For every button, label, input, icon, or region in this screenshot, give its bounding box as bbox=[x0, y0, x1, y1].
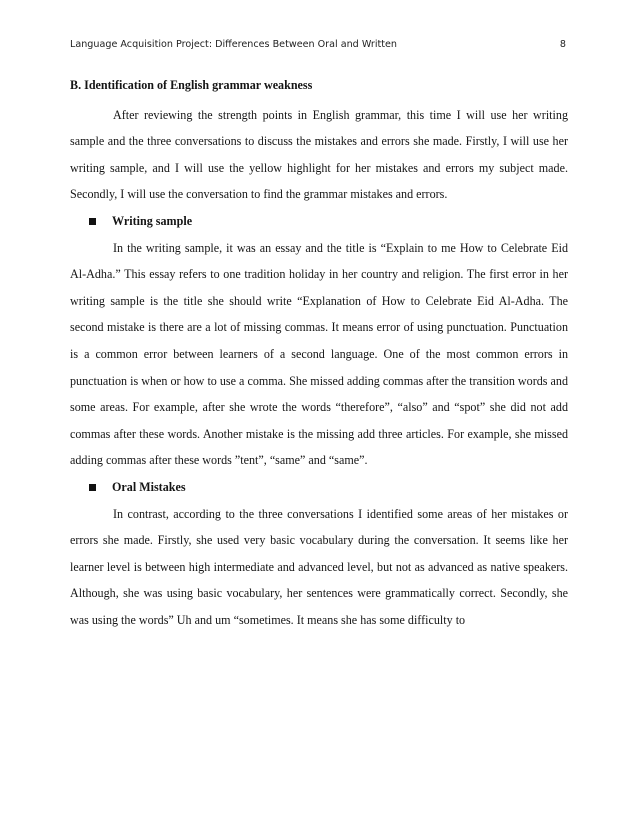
writing-sample-heading-text: Writing sample bbox=[112, 213, 193, 228]
writing-sample-paragraph: In the writing sample, it was an essay and the title is “Explain to me How to Celebrate Eid Al-Adha.” This essay refers to one tradition holiday in her country and religion. The first error in her writing sample is the title she should write “Explanation of How to Celebrate Eid Al-Adha. The second mistake is there are a lot of missing commas. It means error of using punctuation. Punctuation is a common error between learners of a second language. One of the most common errors in punctuation is when or how to use a comma. She missed adding commas after the transition words and some areas. For example, after she wrote the words “therefore”, “also” and “spot” she did not add commas after these words. Another mistake is the missing add three articles. For example, she missed adding commas after these words ”tent”, “same” and “same”. bbox=[70, 240, 568, 468]
oral-mistakes-paragraph: In contrast, according to the three conversations I identified some areas of her mistakes or errors she made. Firstly, she used very basic vocabulary during the conversation. It seems like her learner level is between high intermediate and advanced level, but not as advanced as native speakers. Although, she was using basic vocabulary, her sentences were grammatically correct. Secondly, she was using the words” Uh and um “sometimes. It means she has some difficulty to bbox=[70, 506, 568, 627]
document-body bbox=[70, 72, 568, 633]
intro-paragraph: After reviewing the strength points in English grammar, this time I will use her writing sample and the three conversations to discuss the mistakes and errors she made. Firstly, I will use her writing sample, and I will use the yellow highlight for her mistakes and errors my subject made. Secondly, I will use the conversation to find the grammar mistakes and errors. bbox=[70, 107, 568, 202]
oral-mistakes-heading-text: Oral Mistakes bbox=[112, 479, 186, 494]
writing-sample-heading bbox=[70, 208, 568, 235]
section-heading: B. Identification of English grammar weakness bbox=[70, 78, 313, 92]
bullet-icon bbox=[89, 484, 96, 491]
bullet-icon bbox=[89, 218, 96, 225]
running-title: Language Acquisition Project: Differences Between Oral and Written bbox=[70, 39, 397, 50]
page-number: 8 bbox=[559, 39, 566, 50]
oral-mistakes-heading bbox=[70, 474, 568, 501]
